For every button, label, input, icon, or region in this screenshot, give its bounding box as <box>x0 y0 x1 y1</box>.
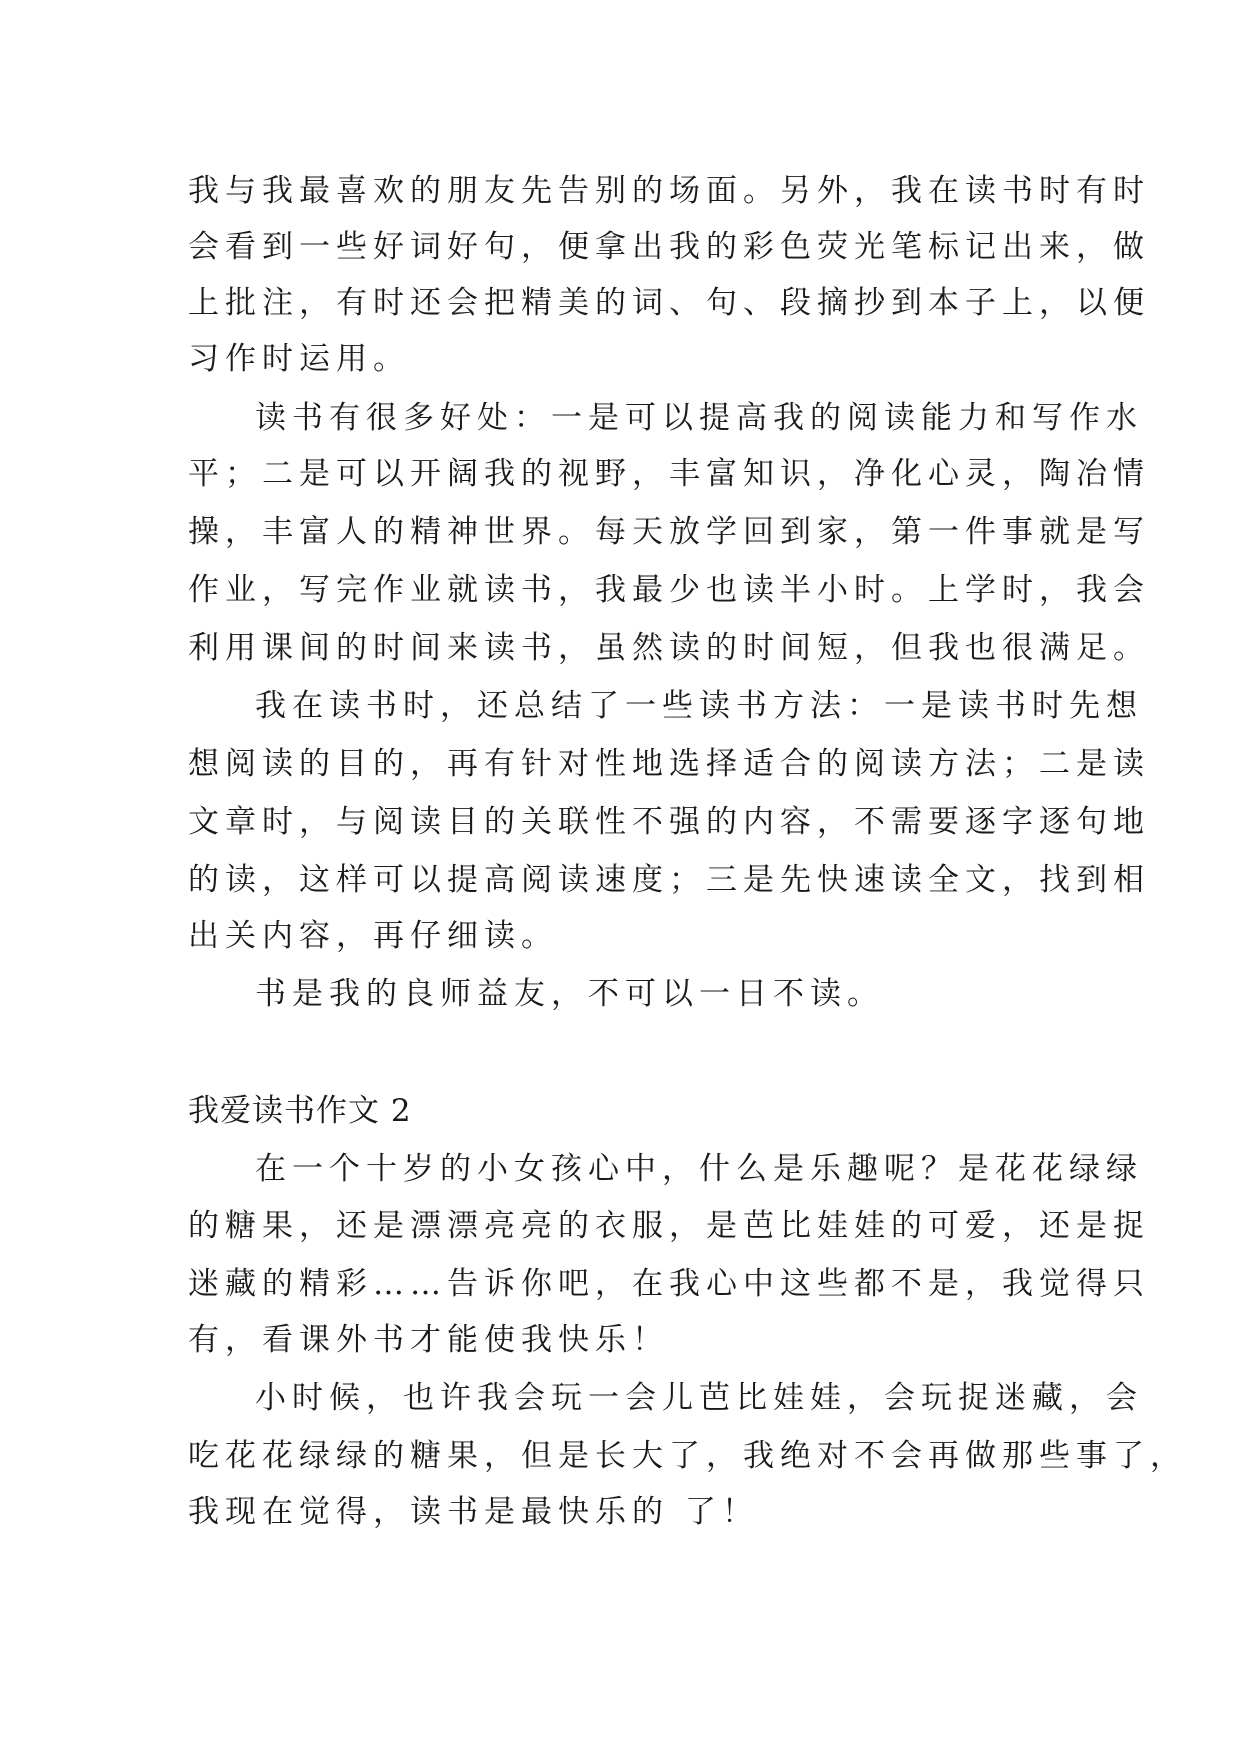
paragraph-line: 有，看课外书才能使我快乐！ <box>188 1322 669 1358</box>
paragraph-line: 出关内容，再仔细读。 <box>188 918 558 954</box>
paragraph-line: 想阅读的目的，再有针对性地选择适合的阅读方法；二是读 <box>188 746 1150 782</box>
paragraph-line: 平；二是可以开阔我的视野，丰富知识，净化心灵，陶冶情 <box>188 456 1150 492</box>
paragraph-line: 在一个十岁的小女孩心中，什么是乐趣呢？是花花绿绿 <box>255 1151 1143 1187</box>
paragraph-line: 的读，这样可以提高阅读速度；三是先快速读全文，找到相 <box>188 862 1150 898</box>
paragraph-line: 上批注，有时还会把精美的词、句、段摘抄到本子上，以便 <box>188 285 1150 321</box>
paragraph-line: 的糖果，还是漂漂亮亮的衣服，是芭比娃娃的可爱，还是捉 <box>188 1208 1150 1244</box>
paragraph-line: 吃花花绿绿的糖果，但是长大了，我绝对不会再做那些事了， <box>188 1438 1187 1474</box>
section-title: 我爱读书作文 2 <box>188 1093 412 1129</box>
paragraph-line: 读书有很多好处：一是可以提高我的阅读能力和写作水 <box>255 400 1143 436</box>
paragraph-line: 迷藏的精彩……告诉你吧，在我心中这些都不是，我觉得只 <box>188 1266 1150 1302</box>
paragraph-line: 文章时，与阅读目的关联性不强的内容，不需要逐字逐句地 <box>188 804 1150 840</box>
paragraph-line: 我现在觉得，读书是最快乐的 了！ <box>188 1494 759 1530</box>
paragraph-line: 我与我最喜欢的朋友先告别的场面。另外，我在读书时有时 <box>188 173 1150 209</box>
paragraph-line: 我在读书时，还总结了一些读书方法：一是读书时先想 <box>255 688 1143 724</box>
paragraph-line: 操，丰富人的精神世界。每天放学回到家，第一件事就是写 <box>188 514 1150 550</box>
paragraph-line: 习作时运用。 <box>188 341 410 377</box>
paragraph-line: 利用课间的时间来读书，虽然读的时间短，但我也很满足。 <box>188 630 1150 666</box>
paragraph-line: 小时候，也许我会玩一会儿芭比娃娃，会玩捉迷藏，会 <box>255 1380 1143 1416</box>
paragraph-line: 会看到一些好词好句，便拿出我的彩色荧光笔标记出来，做 <box>188 229 1150 265</box>
paragraph-line: 书是我的良师益友，不可以一日不读。 <box>255 976 884 1012</box>
paragraph-line: 作业，写完作业就读书，我最少也读半小时。上学时，我会 <box>188 572 1150 608</box>
